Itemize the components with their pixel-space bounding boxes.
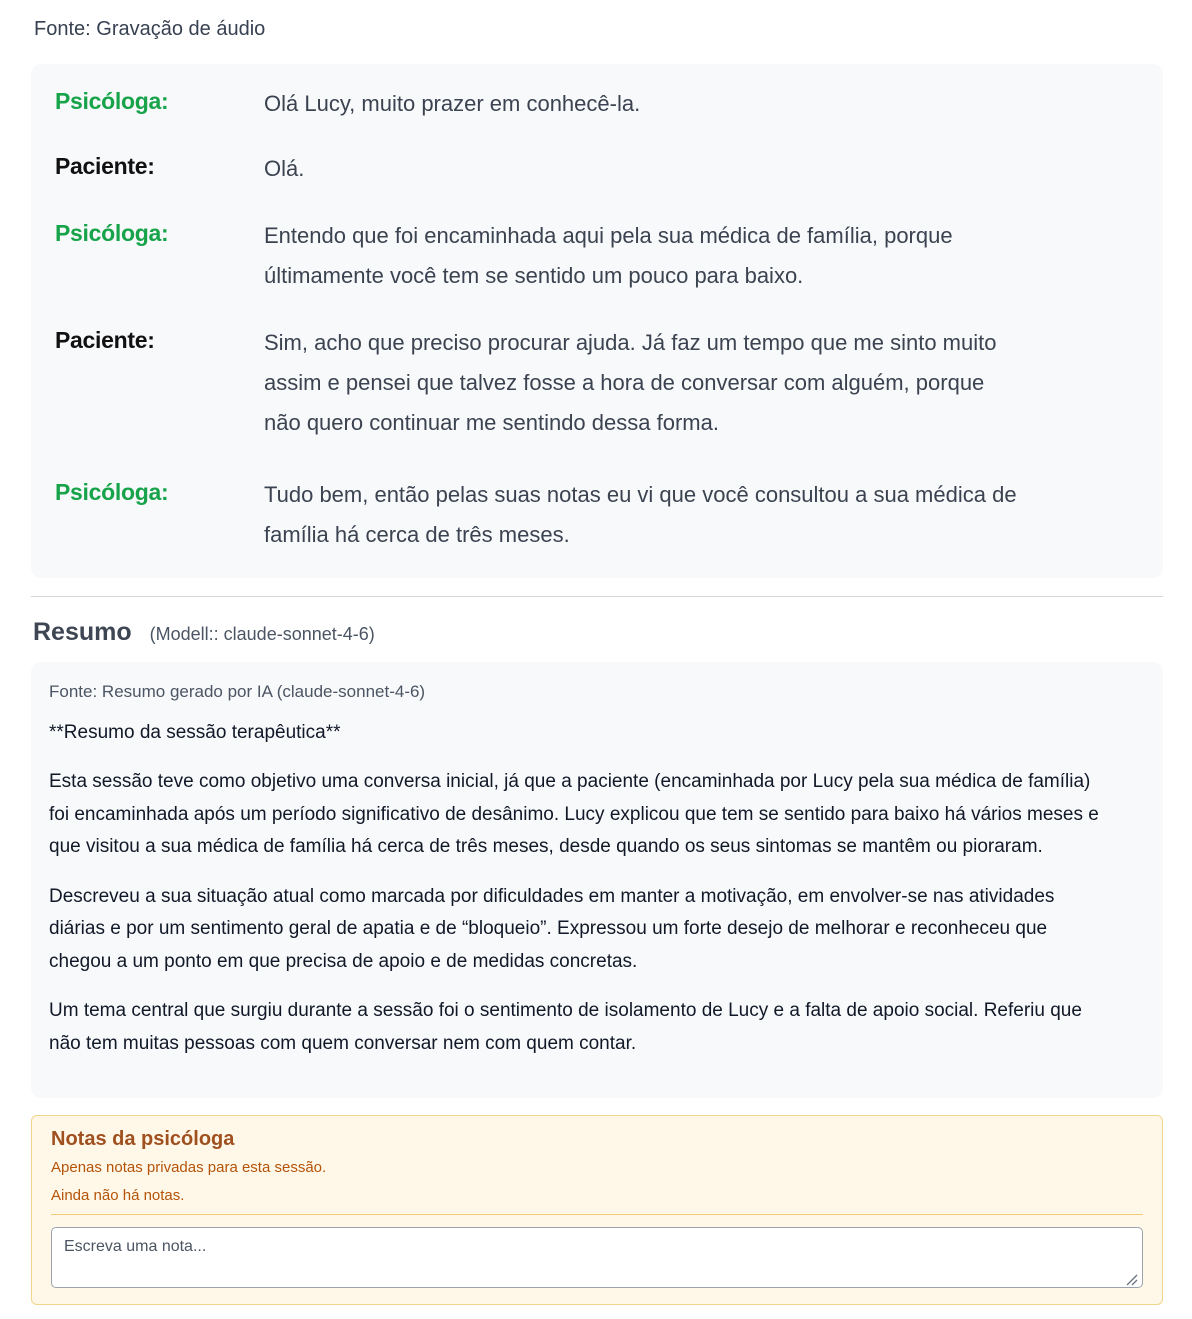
- speaker-label-psychologist: Psicóloga:: [55, 479, 169, 505]
- section-divider: [31, 596, 1163, 597]
- notes-title: Notas da psicóloga: [51, 1128, 235, 1150]
- notes-divider: [51, 1214, 1143, 1215]
- utterance-text: Olá Lucy, muito prazer em conhecê-la.: [264, 91, 641, 116]
- summary-paragraph: Um tema central que surgiu durante a sessão foi o sentimento de isolamento de Lucy e a falta de apoio social. Referiu que não tem muitas pessoas com quem conversar nem com quem contar.: [49, 1000, 1082, 1054]
- summary-header: [33, 618, 375, 647]
- speaker-label-patient: Paciente:: [55, 327, 155, 353]
- summary-heading-text: **Resumo da sessão terapêutica**: [49, 722, 341, 743]
- utterance-text: Olá.: [264, 156, 305, 181]
- utterance-text: Tudo bem, então pelas suas notas eu vi que você consultou a sua médica de família há cerca de três meses.: [264, 482, 1017, 547]
- summary-title: Resumo: [33, 618, 132, 646]
- note-input[interactable]: [51, 1227, 1143, 1288]
- resize-handle-icon[interactable]: [1124, 1272, 1138, 1286]
- transcript-panel: [31, 64, 1163, 578]
- summary-paragraph: Esta sessão teve como objetivo uma conversa inicial, já que a paciente (encaminhada por Lucy pela sua médica de família) foi encaminhada após um período significativo de desânimo. Lucy explicou que tem se sentido para baixo há vários meses e que visitou a sua médica de família há cerca de três meses, desde quando os seus sintomas se mantêm ou pioraram.: [49, 771, 1099, 857]
- notes-empty-state: Ainda não há notas.: [51, 1187, 185, 1204]
- notes-subtitle: Apenas notas privadas para esta sessão.: [51, 1159, 327, 1176]
- psychologist-notes-panel: [31, 1115, 1163, 1305]
- summary-source-label: Fonte: Resumo gerado por IA (claude-sonnet-4-6): [49, 682, 426, 701]
- speaker-label-patient: Paciente:: [55, 153, 155, 179]
- summary-model-label: (Modell:: claude-sonnet-4-6): [149, 624, 375, 644]
- summary-paragraph: Descreveu a sua situação atual como marcada por dificuldades em manter a motivação, em envolver-se nas atividades diárias e por um sentimento geral de apatia e de “bloqueio”. Expressou um forte desejo de melhorar e reconheceu que chegou a um ponto em que precisa de apoio e de medidas concretas.: [49, 885, 1055, 972]
- speaker-label-psychologist: Psicóloga:: [55, 88, 169, 114]
- speaker-label-psychologist: Psicóloga:: [55, 220, 169, 246]
- summary-panel: [31, 662, 1163, 1098]
- utterance-text: Sim, acho que preciso procurar ajuda. Já faz um tempo que me sinto muito assim e pensei que talvez fosse a hora de conversar com alguém, porque não quero continuar me sentindo dessa forma.: [264, 330, 997, 435]
- transcript-source-label: Fonte: Gravação de áudio: [34, 18, 266, 40]
- utterance-text: Entendo que foi encaminhada aqui pela sua médica de família, porque últimamente você tem se sentido um pouco para baixo.: [264, 223, 953, 288]
- summary-body: [49, 718, 1099, 1077]
